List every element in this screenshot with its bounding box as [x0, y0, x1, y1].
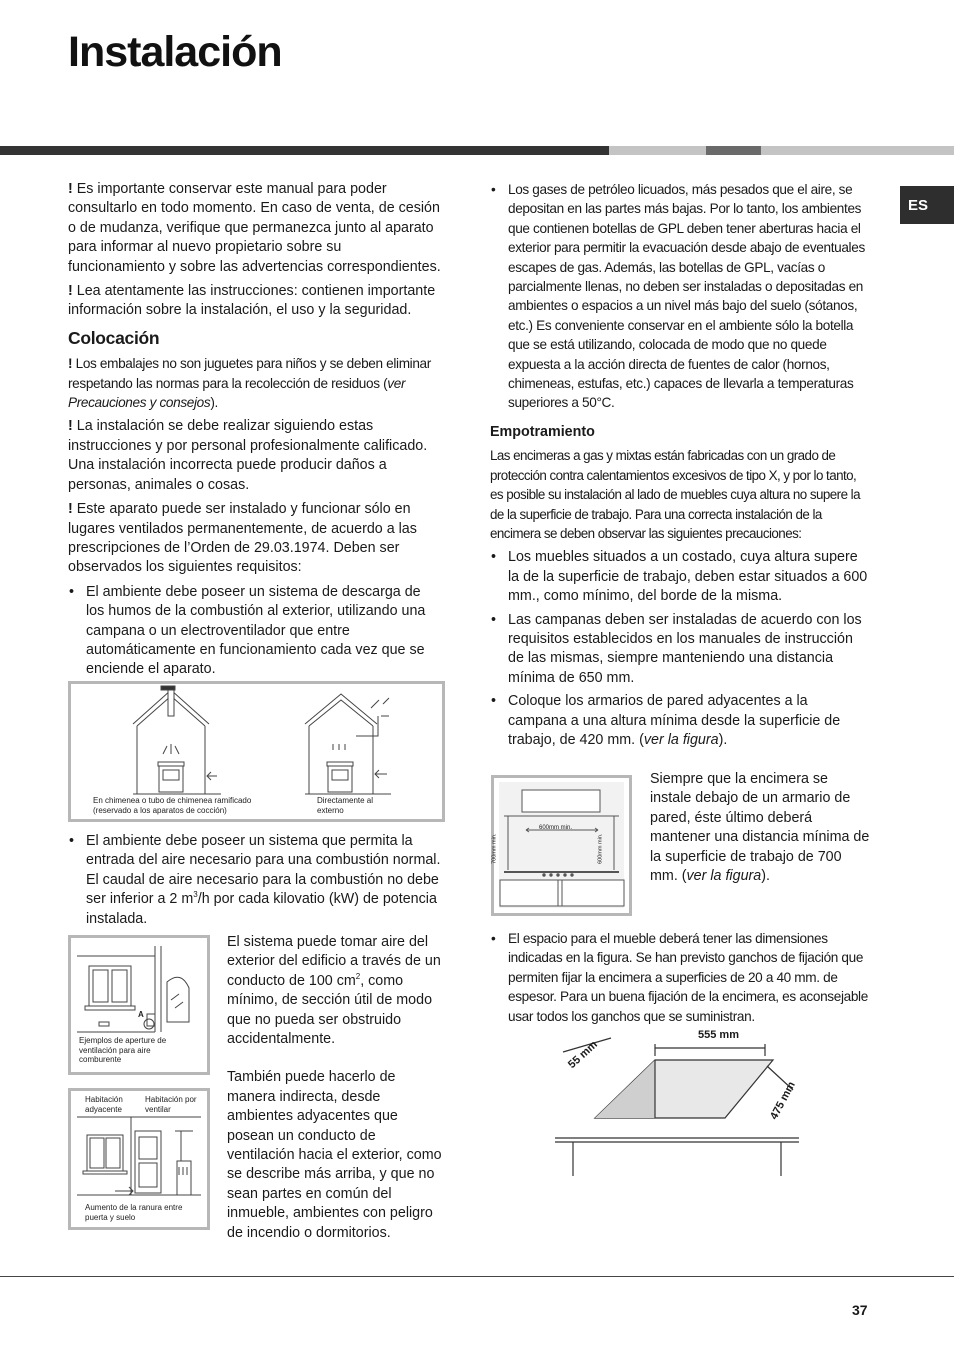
section-heading-empotramiento: Empotramiento	[490, 423, 595, 440]
header-bar-light	[609, 146, 706, 155]
cutout-list	[490, 929, 868, 1026]
language-tab: ES	[900, 186, 954, 224]
packaging-paragraph: ! Los embalajes no son juguetes para niños y se deben eliminar respetando las normas para la recolección de residuos (ver Precauciones y consejos).	[68, 356, 431, 411]
cutout-bullet: • El espacio para el mueble deberá tener las dimensiones indicadas en la figura. Se han previsto ganchos de fijación que permiten fijar la encimera a superficies de 20 a 40 mm. de espesor. Para un buena fijación de la encimera, es aconsejable usar todos los ganchos que se suministran.	[490, 929, 868, 1026]
left-side-text	[227, 933, 443, 1248]
figure-wall-cabinet	[491, 775, 632, 916]
figure-ventilation-caption: Ejemplos de aperture de ventilación para aire comburente	[79, 1036, 167, 1064]
read-instructions-paragraph: ! Lea atentamente las instrucciones: contienen importante información sobre la instalación, el uso y la seguridad.	[68, 283, 436, 319]
figure-adjacent-label-left: Habitación adyacente	[85, 1095, 123, 1114]
page-number: 37	[852, 1302, 868, 1318]
gpl-bullet: • Los gases de petróleo licuados, más pesados que el aire, se depositan en las partes más bajas. Por lo tanto, los ambientes que contienen botellas de GPL deben tener aberturas hacia el exterior para permitir la evacuación desde abajo de eventuales escapes de gas. Además, las botellas de GPL, vacías o parcialmente llenas, no deben ser instaladas o depositadas en ambientes o espacios a un nivel más bajo del suelo (sótanos, etc.) Es conveniente conservar en el ambiente sólo la botella que se está utilizando, colocada de modo que no quede expuesta a la acción directa de fuentes de calor (hornos, chimeneas, estufas, etc.) capaces de llevarla a temperaturas superiores a 50°C.	[490, 180, 868, 413]
left-column-mid	[68, 832, 442, 934]
wall-cabinet-paragraph: Siempre que la encimera se instale debajo de un armario de pared, éste último deberá mantener una distancia mínima de la superficie de trabajo de 700 mm. (ver la figura).	[650, 771, 870, 885]
figure-exhaust-caption-external: Directamente al externo	[317, 796, 374, 815]
figure-cabinet-600v-label: 600mm min.	[597, 833, 604, 864]
intro-paragraph: ! Es importante conservar este manual para poder consultarlo en todo momento. En caso de venta, de cesión o de mudanza, verifique que permanezca junto al aparato para informar al nuevo propietario sobre su funcionamiento y sobre las advertencias correspondientes.	[68, 181, 441, 275]
empotramiento-bullet-hood: • Las campanas deben ser instaladas de acuerdo con los requisitos establecidos en los manuales de instrucción de las mismas, siempre manteniendo una distancia mínima de 650 mm.	[490, 611, 868, 689]
figure-exhaust-caption-chimney: En chimenea o tubo de chimenea ramificado (reservado a los aparatos de cocción)	[93, 796, 252, 815]
wall-cabinet-diagram	[494, 778, 629, 913]
footer-rule	[0, 1276, 954, 1277]
requirement-exhaust: • El ambiente debe poseer un sistema de descarga de los humos de la combustión al exterior, utilizando una campana o un electroventilador que entre automáticamente en funcionamiento cada vez que se enciende el aparato.	[68, 583, 442, 680]
figure-ventilation-label-a: A	[138, 1010, 144, 1019]
dimension-55: 55 mm	[566, 1038, 600, 1071]
figure-cabinet-600-label: 600mm min.	[539, 825, 573, 831]
empotramiento-bullet-side-furniture: • Los muebles situados a un costado, cuya altura supere la de la superficie de trabajo, deben estar situados a 600 mm., como mínimo, del borde de la misma.	[490, 548, 868, 606]
empotramiento-bullet-wall-cabinets: • Coloque los armarios de pared adyacentes a la campana a una altura mínima desde la superficie de trabajo, de 420 mm. (ver la figura).	[490, 692, 868, 750]
figure-cabinet-700-label: 700mm min.	[491, 833, 498, 864]
right-side-text	[650, 770, 870, 891]
page-title: Instalación	[68, 28, 282, 76]
installer-paragraph: ! La instalación se debe realizar siguiendo estas instrucciones y por personal profesionalmente calificado. Una instalación incorrecta puede producir daños a personas, animales o cosas.	[68, 418, 428, 493]
dimension-555: 555 mm	[698, 1029, 739, 1041]
dimension-475: 475 mm	[768, 1079, 798, 1122]
figure-adjacent-label-right: Habitación por ventilar	[145, 1095, 197, 1114]
requirements-list-2	[68, 832, 442, 929]
header-bar-dark	[0, 146, 609, 155]
right-column	[490, 180, 868, 755]
direct-intake-paragraph: El sistema puede tomar aire del exterior del edificio a través de un conducto de 100 $cm^2$, como mínimo, de sección útil de modo que no pueda ser obstruido accidentalmente.	[227, 934, 441, 1048]
requirements-list	[68, 583, 442, 680]
empotramiento-list	[490, 548, 868, 750]
figure-adjacent-room	[68, 1088, 210, 1230]
header-bar-light-2	[761, 146, 954, 155]
figure-adjacent-caption: Aumento de la ranura entre puerta y suelo	[85, 1203, 183, 1222]
figure-ventilation-openings	[68, 935, 210, 1075]
ventilation-paragraph: ! Este aparato puede ser instalado y funcionar sólo en lugares ventilados permanentemente, de acuerdo a las prescripciones de l’Orden de 29.03.1974. Deben ser observados los siguientes requisitos:	[68, 501, 417, 576]
right-column-lower	[490, 929, 868, 1031]
header-bar-mid	[706, 146, 761, 155]
left-column	[68, 180, 442, 685]
section-heading-colocacion: Colocación	[68, 327, 160, 348]
requirement-air-intake: • El ambiente debe poseer un sistema que permita la entrada del aire necesario para una combustión normal. El caudal de aire necesario para la combustión no debe ser inferior a 2 $m^3/h$ por cada kilovatio (kW) de potencia instalada.	[68, 832, 442, 929]
figure-exhaust	[68, 681, 445, 822]
empotramiento-paragraph: Las encimeras a gas y mixtas están fabricadas con un grado de protección contra calentamientos excesivos de tipo X, y por lo tanto, es posible su instalación al lado de muebles cuya altura no supere la de la superficie de trabajo. Para una correcta instalación de la encimera se deben observar las siguientes precauciones:	[490, 448, 860, 541]
indirect-intake-paragraph: También puede hacerlo de manera indirecta, desde ambientes adyacentes que posean un conducto de ventilación hacia el exterior, como se describe más arriba, y que no sean partes en común del inmueble, ambientes con peligro de incendio o dormitorios.	[227, 1069, 442, 1241]
gpl-list	[490, 180, 868, 413]
